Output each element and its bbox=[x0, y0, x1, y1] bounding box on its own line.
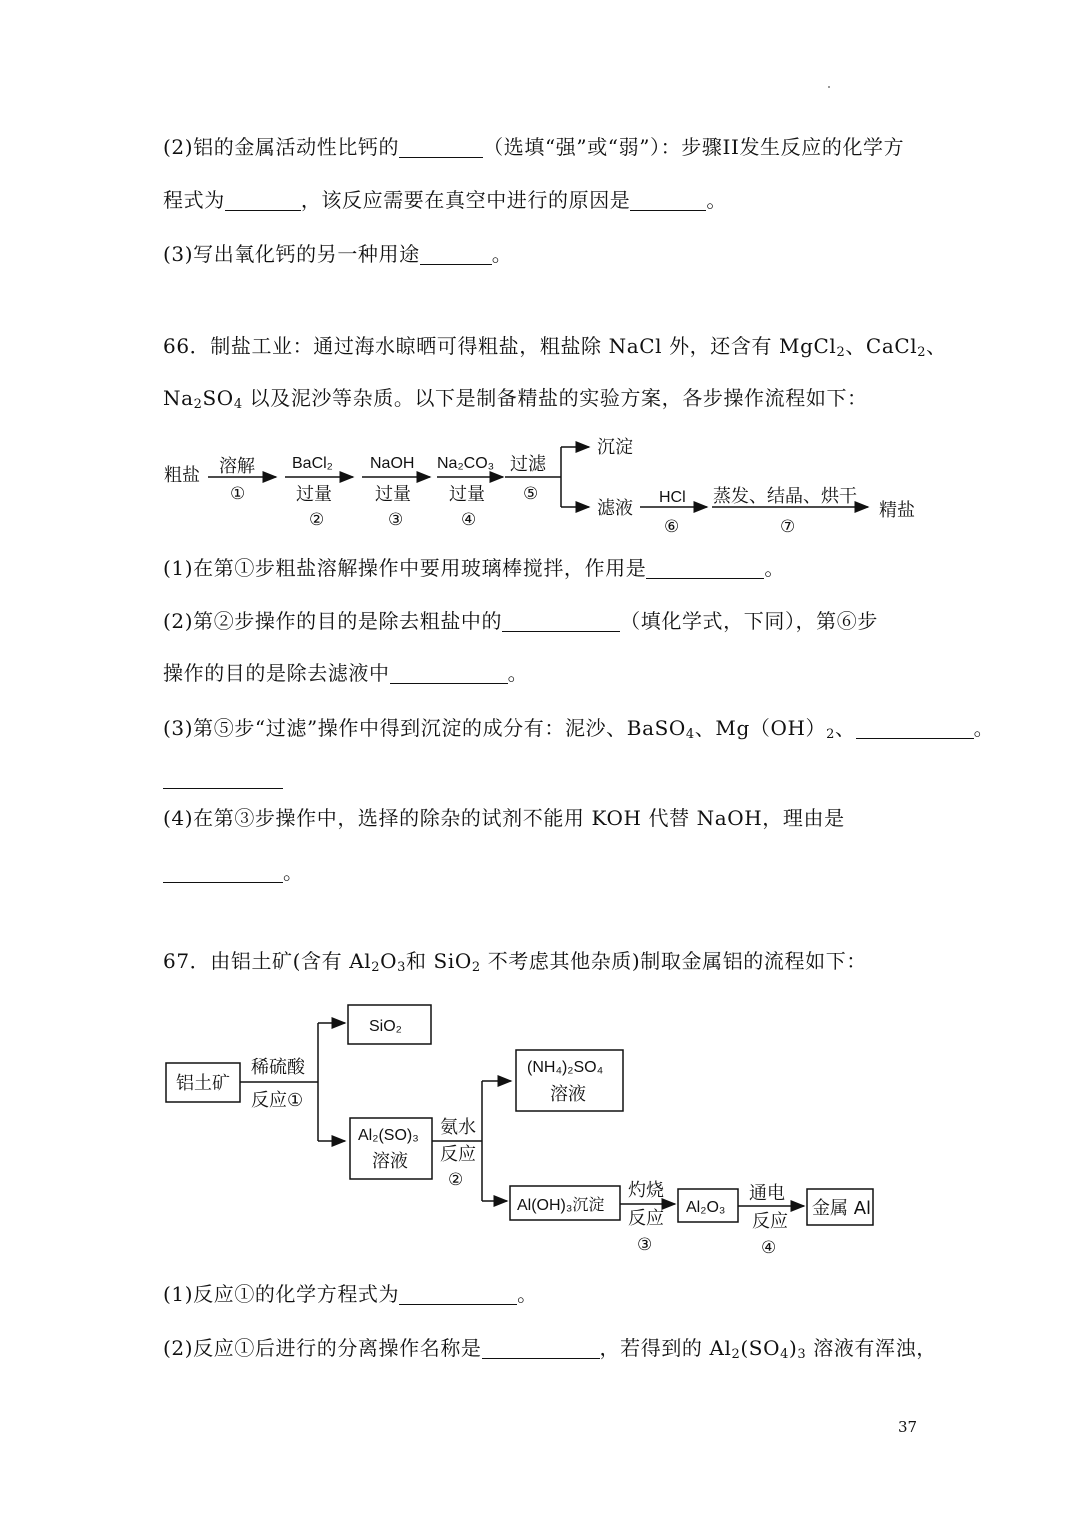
answer-blank[interactable] bbox=[646, 556, 764, 579]
answer-blank[interactable] bbox=[163, 860, 283, 883]
al2so3-label: Al₂(SO)₃ bbox=[358, 1127, 419, 1144]
q65-part3: (3)写出氧化钙的另一种用途 。 bbox=[163, 242, 513, 266]
reaction1-label: 反应① bbox=[251, 1090, 304, 1111]
step4-reagent: Na₂CO₃ bbox=[437, 455, 495, 472]
reaction3-label: 灼烧 bbox=[628, 1180, 664, 1201]
step6-reagent: HCl bbox=[659, 489, 686, 506]
al2so3-solution-label: 溶液 bbox=[372, 1151, 408, 1172]
step2-number: ② bbox=[309, 510, 325, 530]
al2o3-label: Al₂O₃ bbox=[686, 1199, 726, 1216]
q66-part3-extra-blank bbox=[163, 764, 920, 792]
page-number: 37 bbox=[898, 1418, 918, 1436]
step2-reagent: BaCl₂ bbox=[292, 455, 333, 472]
q66-intro-line2: $Na_2SO_4$ 以及泥沙等杂质。以下是制备精盐的实验方案，各步操作流程如下： bbox=[163, 386, 868, 412]
answer-blank[interactable] bbox=[856, 716, 974, 739]
step4-excess: 过量 bbox=[449, 484, 485, 505]
sio2-label: SiO₂ bbox=[369, 1018, 402, 1035]
q66-part2-line1: (2)第②步操作的目的是除去粗盐中的 （填化学式，下同），第⑥步 bbox=[163, 609, 878, 633]
step5-label: 过滤 bbox=[510, 454, 546, 475]
step4-number: ④ bbox=[461, 510, 477, 530]
q67-intro: 67．由铝土矿(含有 $Al_2O_3$和 SiO$_2$ 不考虑其他杂质)制取金属铝的流程如下： bbox=[163, 949, 867, 975]
q67-part1: (1)反应①的化学方程式为 。 bbox=[163, 1282, 538, 1306]
ammonium-sulfate-solution: 溶液 bbox=[550, 1084, 586, 1105]
step5-number: ⑤ bbox=[523, 484, 539, 504]
metal-al-label: 金属 Al bbox=[812, 1198, 872, 1219]
step3-excess: 过量 bbox=[375, 484, 411, 505]
answer-blank[interactable] bbox=[502, 609, 620, 632]
reaction3-number: ③ bbox=[637, 1235, 653, 1255]
step2-excess: 过量 bbox=[296, 484, 332, 505]
q66-part4-line1: (4)在第③步操作中，选择的除杂的试剂不能用 KOH 代替 NaOH，理由是 bbox=[163, 806, 845, 830]
reaction2-label: 反应 bbox=[440, 1144, 476, 1165]
step3-number: ③ bbox=[388, 510, 404, 530]
step7-label: 蒸发、结晶、烘干 bbox=[713, 486, 857, 507]
reaction2-number: ② bbox=[448, 1170, 464, 1190]
step6-number: ⑥ bbox=[664, 517, 680, 537]
reaction4-number: ④ bbox=[761, 1238, 777, 1258]
q66-part1: (1)在第①步粗盐溶解操作中要用玻璃棒搅拌，作用是 。 bbox=[163, 556, 785, 580]
step1-label: 溶解 bbox=[219, 456, 255, 477]
precipitate-label: 沉淀 bbox=[597, 437, 633, 458]
q66-part3: (3)第⑤步“过滤”操作中得到沉淀的成分有：泥沙、BaSO$_4$、$Mg(OH)_2$、 。 bbox=[163, 716, 995, 742]
q65-part2-line2: 程式为 ，该反应需要在真空中进行的原因是 。 bbox=[163, 188, 728, 212]
reaction2-reagent: 氨水 bbox=[440, 1117, 476, 1138]
reaction1-reagent: 稀硫酸 bbox=[251, 1057, 305, 1078]
step1-number: ① bbox=[230, 484, 246, 504]
q67-part2: (2)反应①后进行的分离操作名称是 ，若得到的 $Al_2(SO_4)_3$ 溶液有浑浊， bbox=[163, 1336, 937, 1362]
q66-intro-line1: 66．制盐工业：通过海水晾晒可得粗盐，粗盐除 NaCl 外，还含有 MgCl$_2$、CaCl$_2$、 bbox=[163, 334, 947, 360]
answer-blank[interactable] bbox=[390, 661, 508, 684]
answer-blank[interactable] bbox=[399, 1282, 517, 1305]
reaction4-sub: 反应 bbox=[752, 1211, 788, 1232]
ammonium-sulfate-label: (NH₄)₂SO₄ bbox=[527, 1059, 604, 1076]
q66-part2-line2: 操作的目的是除去滤液中 。 bbox=[163, 661, 529, 685]
step3-reagent: NaOH bbox=[370, 455, 415, 472]
flow-end-refined-salt: 精盐 bbox=[879, 500, 915, 521]
reaction3-sub: 反应 bbox=[628, 1208, 664, 1229]
bauxite-label: 铝土矿 bbox=[176, 1073, 230, 1094]
filtrate-label: 滤液 bbox=[597, 498, 633, 519]
step7-number: ⑦ bbox=[780, 517, 796, 537]
q66-part4-line2: 。 bbox=[163, 858, 920, 886]
answer-blank[interactable] bbox=[482, 1336, 600, 1359]
aloh3-label: Al(OH)₃沉淀 bbox=[517, 1197, 605, 1214]
q65-part2-line1: (2)铝的金属活动性比钙的 （选填“强”或“弱”）：步骤II发生反应的化学方 bbox=[163, 135, 905, 159]
answer-blank[interactable] bbox=[163, 766, 283, 789]
flow-start-crude-salt: 粗盐 bbox=[164, 465, 200, 486]
reaction4-label: 通电 bbox=[749, 1183, 785, 1204]
